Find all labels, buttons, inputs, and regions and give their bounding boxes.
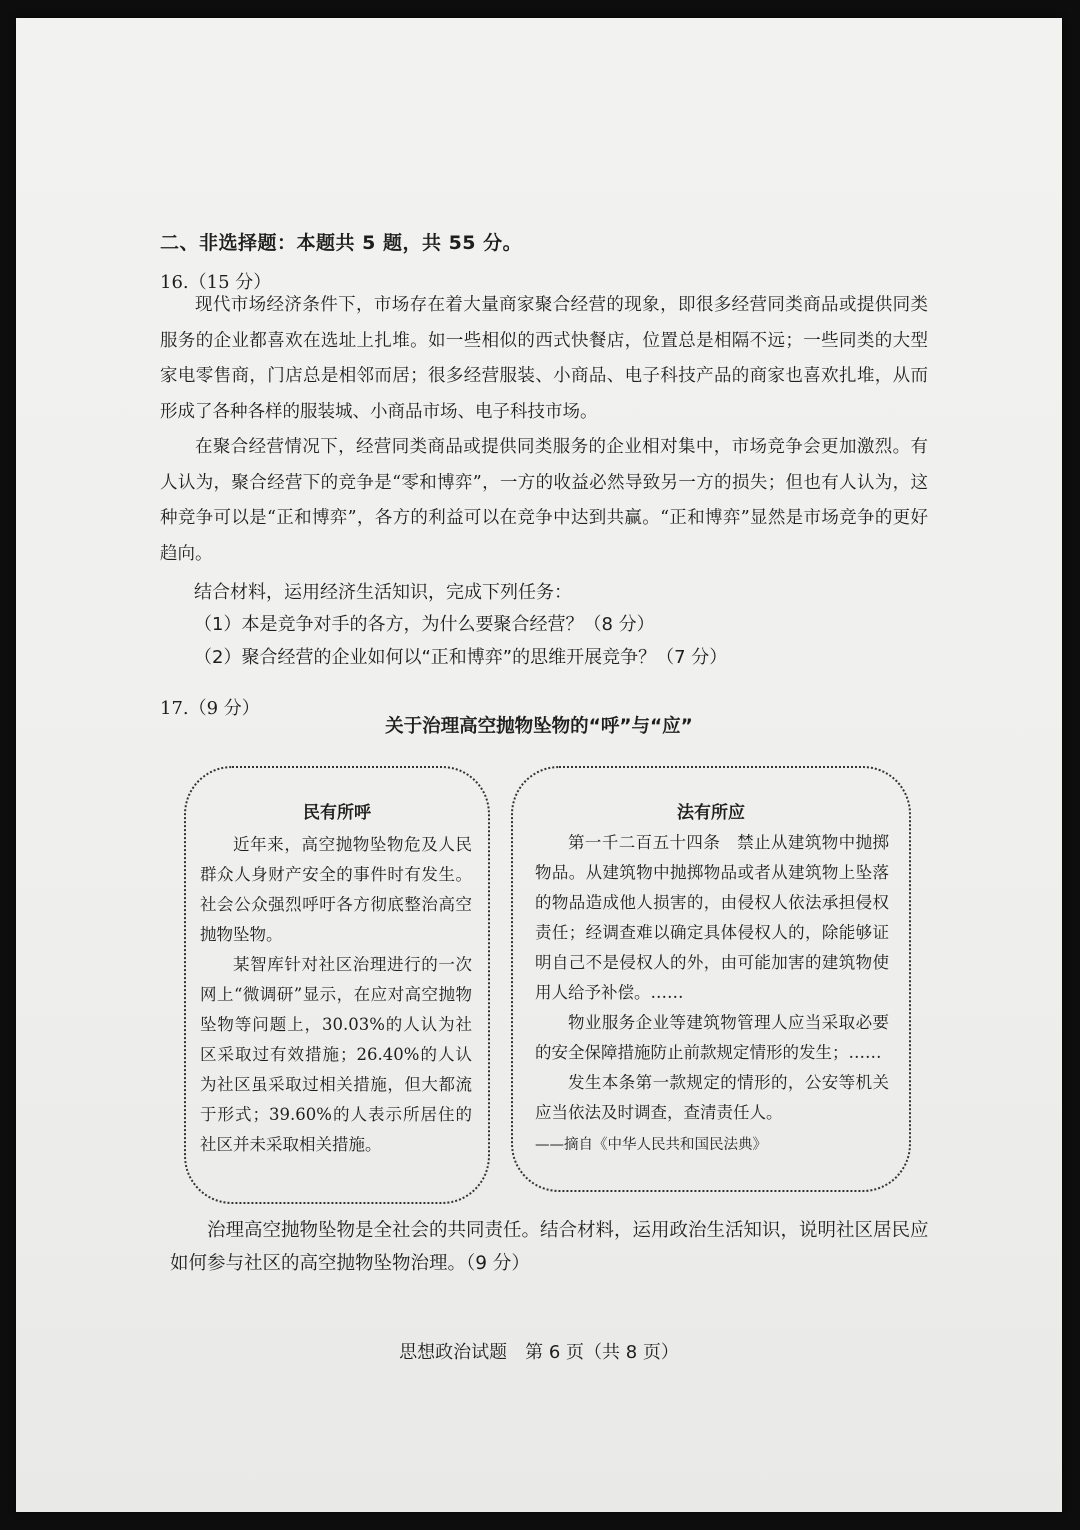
law-article-paragraph-2: 物业服务企业等建筑物管理人应当采取必要的安全保障措施防止前款规定情形的发生；…… xyxy=(535,1013,889,1062)
section-title: 二、非选择题：本题共 5 题，共 55 分。 xyxy=(160,232,523,254)
exam-page xyxy=(16,18,1062,1512)
law-article-paragraph-3: 发生本条第一款规定的情形的，公安等机关应当依法及时调查，查清责任人。 xyxy=(535,1073,889,1122)
citizen-call-paragraph-2: 某智库针对社区治理进行的一次网上“微调研”显示，在应对高空抛物坠物等问题上，30.03%的人认为社区采取过有效措施；26.40%的人认为社区虽采取过相关措施，但大都流于形式；39.60%的人表示所居住的社区并未采取相关措施。 xyxy=(200,955,472,1154)
q16-task-1: （1）本是竞争对手的各方，为什么要聚合经营？（8 分） xyxy=(194,614,655,635)
law-response-heading: 法有所应 xyxy=(677,803,745,823)
citizen-call-heading: 民有所呼 xyxy=(303,803,371,823)
law-response-text xyxy=(535,828,889,1160)
citizen-call-paragraph-1: 近年来，高空抛物坠物危及人民群众人身财产安全的事件时有发生。社会公众强烈呼吁各方彻底整治高空抛物坠物。 xyxy=(200,835,472,944)
law-response-box xyxy=(511,766,911,1192)
q17-number: 17.（9 分） xyxy=(160,698,260,719)
q16-number: 16.（15 分） xyxy=(160,272,272,293)
q17-question: 治理高空抛物坠物是全社会的共同责任。结合材料，运用政治生活知识，说明社区居民应如何参与社区的高空抛物坠物治理。（9 分） xyxy=(170,1220,929,1274)
q16-task-2: （2）聚合经营的企业如何以“正和博弈”的思维开展竞争？（7 分） xyxy=(194,647,728,668)
law-article-paragraph-1: 第一千二百五十四条 禁止从建筑物中抛掷物品。从建筑物中抛掷物品或者从建筑物上坠落的物品造成他人损害的，由侵权人依法承担侵权责任；经调查难以确定具体侵权人的，除能够证明自己不是侵权人的外，由可能加害的建筑物使用人给予补偿。…… xyxy=(535,833,889,1002)
law-source: ——摘自《中华人民共和国民法典》 xyxy=(535,1137,767,1153)
q16-instruction: 结合材料，运用经济生活知识，完成下列任务： xyxy=(194,582,572,603)
citizen-call-box xyxy=(184,766,490,1204)
q16-paragraph-2: 在聚合经营情况下，经营同类商品或提供同类服务的企业相对集中，市场竞争会更加激烈。有人认为，聚合经营下的竞争是“零和博弈”，一方的收益必然导致另一方的损失；但也有人认为，这种竞争可以是“正和博弈”，各方的利益可以在竞争中达到共赢。“正和博弈”显然是市场竞争的更好趋向。 xyxy=(160,437,928,564)
citizen-call-text xyxy=(200,830,472,1160)
q17-title: 关于治理高空抛物坠物的“呼”与“应” xyxy=(385,716,693,737)
page-footer: 思想政治试题 第 6 页（共 8 页） xyxy=(399,1342,679,1363)
q16-paragraph-1: 现代市场经济条件下，市场存在着大量商家聚合经营的现象，即很多经营同类商品或提供同类服务的企业都喜欢在选址上扎堆。如一些相似的西式快餐店，位置总是相隔不远；一些同类的大型家电零售商，门店总是相邻而居；很多经营服装、小商品、电子科技产品的商家也喜欢扎堆，从而形成了各种各样的服装城、小商品市场、电子科技市场。 xyxy=(160,295,928,422)
